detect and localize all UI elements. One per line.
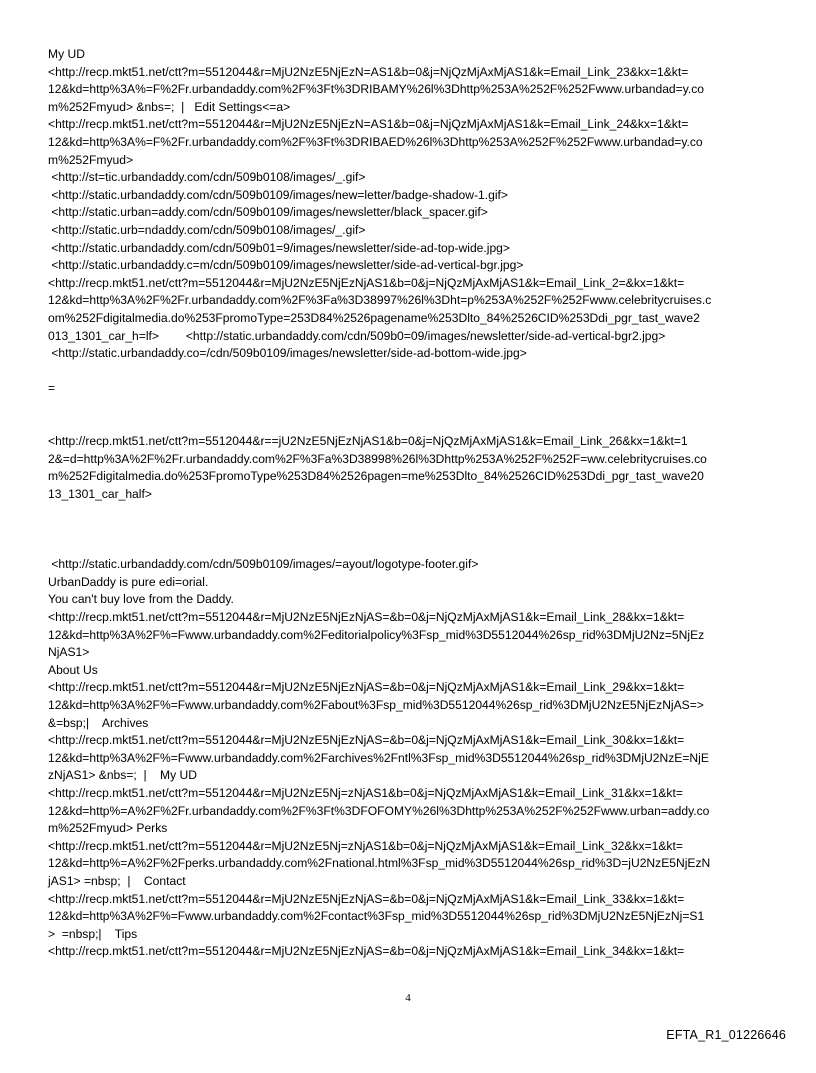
text-line: <http://recp.mkt51.net/ctt?m=5512044&r=MjU2NzE5NjEzNjAS=&b=0&j=NjQzMjAxMjAS1&k=Email_Link_34&kx=1&kt=: [48, 944, 685, 959]
text-line: [48, 521, 774, 539]
document-body: [48, 46, 774, 961]
text-line: 12&kd=http%3A%=F%2Fr.urbandaddy.com%2F%3Ft%3DRIBAMY%26l%3Dhttp%253A%252F%252Fwww.urbandad=y.co: [48, 82, 704, 97]
text-line: <http://st=tic.urbandaddy.com/cdn/509b0108/images/_.gif>: [48, 170, 366, 185]
text-line: [48, 363, 774, 381]
text-line: <http://static.urbandaddy.co=/cdn/509b0109/images/newsletter/side-ad-bottom-wide.jpg>: [48, 346, 527, 361]
text-line: zNjAS1> &nbs=; | My UD: [48, 768, 197, 783]
text-line: <http://recp.mkt51.net/ctt?m=5512044&r=MjU2NzE5NjEzNjAS1&b=0&j=NjQzMjAxMjAS1&k=Email_Link_2=&kx=1&kt=: [48, 275, 685, 290]
text-line: m%252Fdigitalmedia.do%253FpromoType%253D84%2526pagen=me%253Dlto_84%2526CID%253Ddi_pgr_tast_wave20: [48, 469, 704, 484]
text-line: [48, 398, 774, 416]
text-line: My UD: [48, 47, 85, 61]
text-line: NjAS1>: [48, 645, 90, 660]
text-line: [48, 503, 774, 521]
text-line: <http://recp.mkt51.net/ctt?m=5512044&r=MjU2NzE5Nj=zNjAS1&b=0&j=NjQzMjAxMjAS1&k=Email_Link_32&kx=1&kt=: [48, 838, 683, 853]
text-line: m%252Fmyud> Perks: [48, 821, 168, 836]
text-line: 2&=d=http%3A%2F%2Fr.urbandaddy.com%2F%3Fa%3D38998%26l%3Dhttp%253A%252F%252F=ww.celebritycruises.co: [48, 451, 707, 466]
text-line: <http://recp.mkt51.net/ctt?m=5512044&r=MjU2NzE5NjEzN=AS1&b=0&j=NjQzMjAxMjAS1&k=Email_Link_24&kx=1&kt=: [48, 117, 689, 132]
text-line: <http://recp.mkt51.net/ctt?m=5512044&r=MjU2NzE5NjEzNjAS=&b=0&j=NjQzMjAxMjAS1&k=Email_Link_33&kx=1&kt=: [48, 891, 685, 906]
text-line: <http://recp.mkt51.net/ctt?m=5512044&r=MjU2NzE5Nj=zNjAS1&b=0&j=NjQzMjAxMjAS1&k=Email_Link_31&kx=1&kt=: [48, 785, 683, 800]
text-line: [48, 539, 774, 557]
text-line: <http://static.urbandaddy.com/cdn/509b01=9/images/newsletter/side-ad-top-wide.jpg>: [48, 240, 510, 255]
text-line: [48, 415, 774, 433]
text-line: <http://recp.mkt51.net/ctt?m=5512044&r=MjU2NzE5NjEzNjAS=&b=0&j=NjQzMjAxMjAS1&k=Email_Link_29&kx=1&kt=: [48, 680, 685, 695]
text-line: 12&kd=http%3A%2F%2Fr.urbandaddy.com%2F%3Fa%3D38997%26l%3Dht=p%253A%252F%252Fwww.celebritycruises.c: [48, 293, 712, 308]
document-id-footer: EFTA_R1_01226646: [666, 1028, 786, 1042]
text-line: 12&kd=http%=A%2F%2Fr.urbandaddy.com%2F%3Ft%3DFOFOMY%26l%3Dhttp%253A%252F%252Fwww.urban=addy.co: [48, 803, 710, 818]
text-line: <http://recp.mkt51.net/ctt?m=5512044&r=MjU2NzE5NjEzN=AS1&b=0&j=NjQzMjAxMjAS1&k=Email_Link_23&kx=1&kt=: [48, 64, 689, 79]
text-line: om%252Fdigitalmedia.do%253FpromoType=253D84%2526pagename%253Dlto_84%2526CID%253Ddi_pgr_tast_wave2: [48, 310, 700, 325]
text-line: 12&kd=http%=A%2F%2Fperks.urbandaddy.com%2Fnational.html%3Fsp_mid%3D5512044%26sp_rid%3D=jU2NzE5NjEzN: [48, 856, 711, 871]
text-line: 12&kd=http%3A%2F%=Fwww.urbandaddy.com%2Fabout%3Fsp_mid%3D5512044%26sp_rid%3DMjU2NzE5NjEzNjAS=>: [48, 697, 704, 712]
text-line: jAS1> =nbsp; | Contact: [48, 873, 186, 888]
text-line: About Us: [48, 662, 98, 677]
text-line: <http://static.urbandaddy.c=m/cdn/509b0109/images/newsletter/side-ad-vertical-bgr.jpg>: [48, 258, 524, 273]
text-line: &=bsp;| Archives: [48, 715, 149, 730]
text-line: <http://recp.mkt51.net/ctt?m=5512044&r==jU2NzE5NjEzNjAS1&b=0&j=NjQzMjAxMjAS1&k=Email_Link_26&kx=1&kt=1: [48, 434, 688, 449]
text-line: 12&kd=http%3A%2F%=Fwww.urbandaddy.com%2Feditorialpolicy%3Fsp_mid%3D5512044%26sp_rid%3DMjU2Nz=5NjEz: [48, 627, 705, 642]
text-line: =: [48, 381, 56, 396]
text-line: m%252Fmyud> &nbs=; | Edit Settings<=a>: [48, 99, 291, 114]
text-line: <http://static.urb=ndaddy.com/cdn/509b0108/images/_.gif>: [48, 222, 366, 237]
text-line: 12&kd=http%3A%=F%2Fr.urbandaddy.com%2F%3Ft%3DRIBAED%26l%3Dhttp%253A%252F%252Fwww.urbandad=y.co: [48, 134, 703, 149]
text-line: 12&kd=http%3A%2F%=Fwww.urbandaddy.com%2Farchives%2Fntl%3Fsp_mid%3D5512044%26sp_rid%3DMjU2NzE=NjE: [48, 750, 709, 765]
text-line: > =nbsp;| Tips: [48, 926, 138, 941]
text-line: <http://static.urban=addy.com/cdn/509b0109/images/newsletter/black_spacer.gif>: [48, 205, 488, 220]
text-line: <http://recp.mkt51.net/ctt?m=5512044&r=MjU2NzE5NjEzNjAS=&b=0&j=NjQzMjAxMjAS1&k=Email_Link_28&kx=1&kt=: [48, 610, 685, 624]
text-line: 013_1301_car_h=lf> <http://static.urbandaddy.com/cdn/509b0=09/images/newsletter/side-ad-vertical-bgr2.jpg>: [48, 328, 666, 343]
text-line: <http://static.urbandaddy.com/cdn/509b0109/images/new=letter/badge-shadow-1.gif>: [48, 187, 508, 202]
text-line: <http://recp.mkt51.net/ctt?m=5512044&r=MjU2NzE5NjEzNjAS=&b=0&j=NjQzMjAxMjAS1&k=Email_Link_30&kx=1&kt=: [48, 733, 685, 748]
text-line: 12&kd=http%3A%2F%=Fwww.urbandaddy.com%2Fcontact%3Fsp_mid%3D5512044%26sp_rid%3DMjU2NzE5NjEzNj=S1: [48, 909, 705, 924]
text-line: You can't buy love from the Daddy.: [48, 592, 234, 607]
page-number: 4: [405, 992, 411, 1004]
text-line: m%252Fmyud>: [48, 152, 134, 167]
text-line: 13_1301_car_half>: [48, 486, 152, 501]
text-line: <http://static.urbandaddy.com/cdn/509b0109/images/=ayout/logotype-footer.gif>: [48, 557, 479, 572]
text-line: UrbanDaddy is pure edi=orial.: [48, 574, 209, 589]
